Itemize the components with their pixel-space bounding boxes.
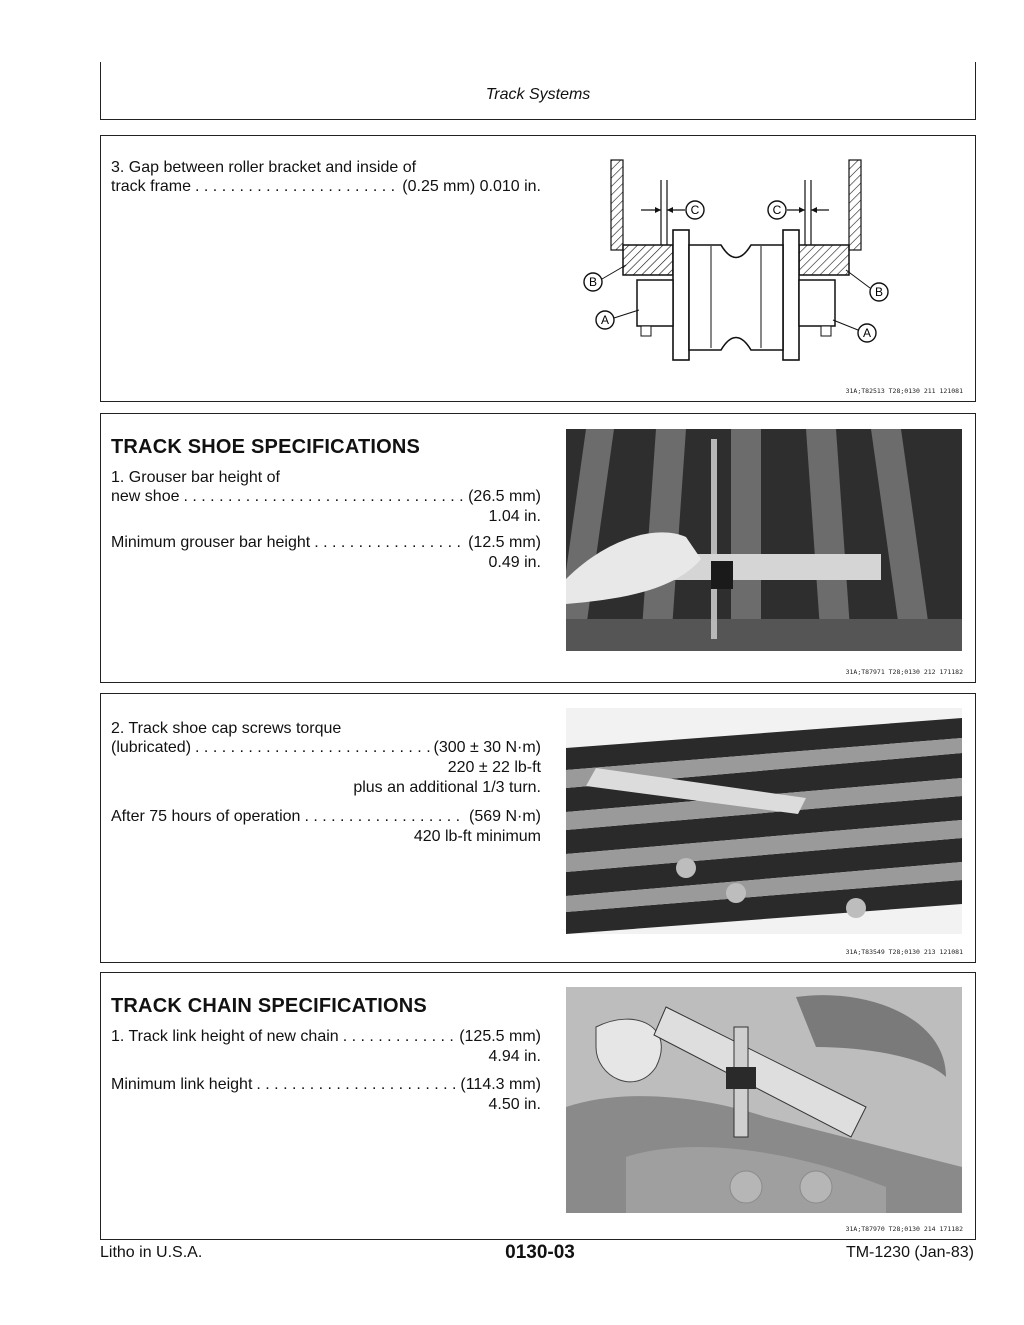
min-link-metric: (114.3 mm) [460,1076,541,1093]
grouser-measure-photo [566,429,962,651]
after-hours-metric: (569 N·m) [468,808,541,825]
footer-manual-code: TM-1230 (Jan-83) [845,1244,974,1261]
grouser-item-line1: 1. Grouser bar height of [111,469,280,486]
cap-screw-panel [100,693,976,963]
gap-spec-panel [100,135,976,402]
min-grouser-imperial: 0.49 in. [488,554,541,571]
label-b-left: B [588,275,598,289]
leader-dots [184,487,465,506]
figure-ref-code: 31A;T83549 T28;0130 213 121081 [845,948,963,956]
leader-dots [195,177,398,196]
leader-dots [195,738,429,757]
track-chain-panel [100,972,976,1240]
grouser-item-label: new shoe [111,488,180,505]
cap-screw-item-row [111,738,541,757]
link-height-imperial: 4.94 in. [488,1048,541,1065]
page-title: Track Systems [485,86,591,103]
link-height-metric: (125.5 mm) [459,1028,541,1045]
leader-dots [304,807,465,826]
label-c-right: C [772,203,782,217]
min-grouser-row [111,533,541,552]
link-height-label: 1. Track link height of new chain [111,1028,339,1045]
gap-item-label: track frame [111,178,192,195]
gap-item-row [111,177,541,196]
footer-page-number: 0130-03 [505,1242,575,1263]
cap-screw-metric: (300 ± 30 N·m) [433,739,541,756]
figure-ref-code: 31A;T82513 T28;0130 211 121081 [845,387,963,395]
label-a-left: A [600,313,610,327]
leader-dots [314,533,464,552]
page-header [100,62,976,120]
gap-item-value: (0.25 mm) 0.010 in. [402,178,541,195]
min-grouser-label: Minimum grouser bar height [111,534,311,551]
leader-dots [256,1075,456,1094]
grouser-imperial: 1.04 in. [488,508,541,525]
leader-dots [343,1027,456,1046]
grouser-metric: (26.5 mm) [468,488,541,505]
link-height-row [111,1027,541,1046]
label-c-left: C [690,203,700,217]
cap-screw-item-label: (lubricated) [111,739,192,756]
track-shoe-heading: TRACK SHOE SPECIFICATIONS [111,436,421,458]
track-shoe-panel [100,413,976,683]
cap-screw-imperial: 220 ± 22 lb-ft [447,759,541,776]
cap-screw-item-line1: 2. Track shoe cap screws torque [111,720,342,737]
chain-measure-photo [566,987,962,1213]
label-a-right: A [862,326,872,340]
after-hours-label: After 75 hours of operation [111,808,301,825]
figure-ref-code: 31A;T87970 T28;0130 214 171182 [845,1225,963,1233]
gap-item-line1: 3. Gap between roller bracket and inside of [111,159,417,176]
roller-diagram [571,150,901,375]
footer-litho: Litho in U.S.A. [100,1244,203,1261]
grouser-item-row [111,487,541,506]
figure-ref-code: 31A;T87971 T28;0130 212 171182 [845,668,963,676]
after-hours-row [111,807,541,826]
cap-screw-photo [566,708,962,934]
min-link-label: Minimum link height [111,1076,253,1093]
min-link-imperial: 4.50 in. [488,1096,541,1113]
after-hours-imperial: 420 lb-ft minimum [413,828,541,845]
track-chain-heading: TRACK CHAIN SPECIFICATIONS [111,995,427,1017]
min-grouser-metric: (12.5 mm) [468,534,541,551]
min-link-row [111,1075,541,1094]
label-b-right: B [874,285,884,299]
cap-screw-extra: plus an additional 1/3 turn. [353,779,541,796]
